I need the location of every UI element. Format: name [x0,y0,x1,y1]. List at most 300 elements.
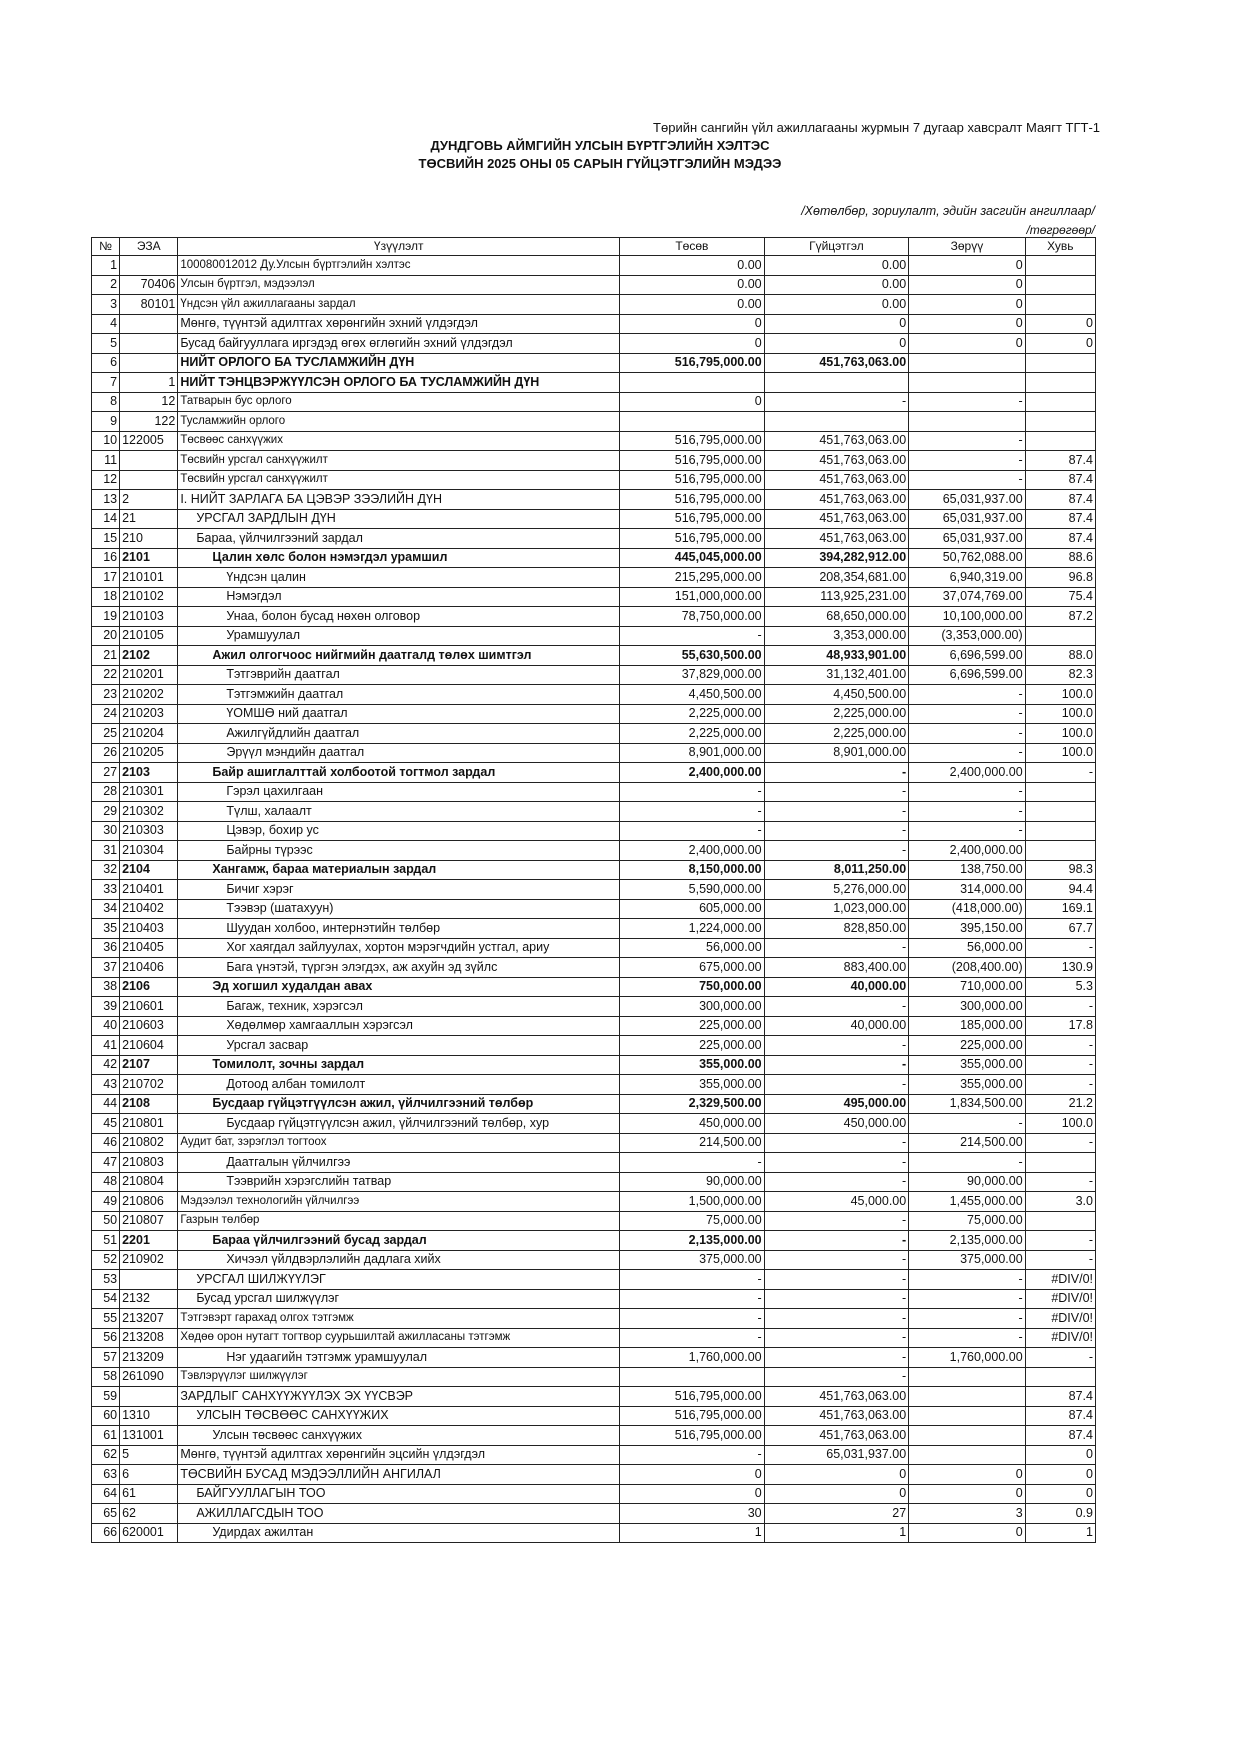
row-number-cell: 3 [92,295,120,315]
eza-code-cell [120,314,178,334]
performance-cell: 451,763,063.00 [764,529,909,549]
percent-cell: 88.6 [1025,548,1095,568]
table-row [92,1328,1096,1348]
percent-cell: 96.8 [1025,568,1095,588]
indicator-cell: Байрны түрээс [178,841,620,861]
row-number-cell: 57 [92,1348,120,1368]
table-row [92,802,1096,822]
eza-code-cell: 210 [120,529,178,549]
percent-cell: - [1025,1172,1095,1192]
performance-cell: 451,763,063.00 [764,509,909,529]
difference-cell: - [909,1270,1025,1290]
performance-cell: 828,850.00 [764,919,909,939]
row-number-cell: 63 [92,1465,120,1485]
percent-cell: - [1025,1075,1095,1095]
difference-cell: - [909,470,1025,490]
table-row [92,1172,1096,1192]
eza-code-cell: 620001 [120,1523,178,1543]
percent-cell: 67.7 [1025,919,1095,939]
difference-cell: 710,000.00 [909,977,1025,997]
table-row [92,821,1096,841]
report-title-period: ТӨСВИЙН 2025 ОНЫ 05 САРЫН ГҮЙЦЭТГЭЛИЙН МЭДЭЭ [418,156,782,171]
eza-code-cell: 210304 [120,841,178,861]
percent-cell: 0 [1025,334,1095,354]
performance-cell: 2,225,000.00 [764,724,909,744]
budget-cell: 516,795,000.00 [620,509,765,529]
column-header-eza: ЭЗА [120,238,178,256]
eza-code-cell: 6 [120,1465,178,1485]
indicator-cell: Багаж, техник, хэрэгсэл [178,997,620,1017]
percent-cell: 87.4 [1025,1426,1095,1446]
performance-cell: - [764,1328,909,1348]
table-row [92,548,1096,568]
performance-cell [764,412,909,432]
difference-cell: 0 [909,1484,1025,1504]
table-row [92,1192,1096,1212]
eza-code-cell: 1 [120,373,178,393]
row-number-cell: 4 [92,314,120,334]
table-row [92,256,1096,276]
indicator-cell: Мөнгө, түүнтэй адилтгах хөрөнгийн эхний үлдэгдэл [178,314,620,334]
percent-cell [1025,841,1095,861]
percent-cell: 88.0 [1025,646,1095,666]
row-number-cell: 27 [92,763,120,783]
percent-cell: - [1025,1133,1095,1153]
indicator-cell: НИЙТ ОРЛОГО БА ТУСЛАМЖИЙН ДҮН [178,353,620,373]
percent-cell: #DIV/0! [1025,1328,1095,1348]
performance-cell: 0 [764,334,909,354]
budget-cell: 90,000.00 [620,1172,765,1192]
indicator-cell: Цалин хөлс болон нэмэгдэл урамшил [178,548,620,568]
eza-code-cell: 210801 [120,1114,178,1134]
indicator-cell: Татварын бус орлого [178,392,620,412]
difference-cell: - [909,821,1025,841]
budget-cell: - [620,626,765,646]
indicator-cell: НИЙТ ТЭНЦВЭРЖҮҮЛСЭН ОРЛОГО БА ТУСЛАМЖИЙН ДҮН [178,373,620,393]
indicator-cell: УРСГАЛ ШИЛЖҮҮЛЭГ [178,1270,620,1290]
indicator-cell: Бусад урсгал шилжүүлэг [178,1289,620,1309]
table-row [92,275,1096,295]
budget-cell: 0 [620,334,765,354]
column-header-difference: Зөрүү [909,238,1025,256]
unit-note: /төгрөгөөр/ [1026,223,1095,237]
budget-cell: 8,901,000.00 [620,743,765,763]
percent-cell: 0 [1025,1445,1095,1465]
table-row [92,529,1096,549]
regulation-note: Төрийн сангийн үйл ажиллагааны журмын 7 дугаар хавсралт Маягт ТГТ-1 [653,120,1100,135]
budget-cell: 516,795,000.00 [620,1426,765,1446]
row-number-cell: 8 [92,392,120,412]
row-number-cell: 42 [92,1055,120,1075]
percent-cell: 87.4 [1025,509,1095,529]
performance-cell: 451,763,063.00 [764,470,909,490]
budget-cell [620,412,765,432]
table-row [92,1387,1096,1407]
row-number-cell: 29 [92,802,120,822]
budget-cell: 1 [620,1523,765,1543]
difference-cell: 0 [909,256,1025,276]
table-row [92,314,1096,334]
budget-cell: 516,795,000.00 [620,451,765,471]
indicator-cell: Тэтгэмжийн даатгал [178,685,620,705]
indicator-cell: Унаа, болон бусад нөхөн олговор [178,607,620,627]
performance-cell: 883,400.00 [764,958,909,978]
performance-cell [764,373,909,393]
table-row [92,1114,1096,1134]
row-number-cell: 23 [92,685,120,705]
budget-cell: 750,000.00 [620,977,765,997]
difference-cell: - [909,431,1025,451]
eza-code-cell: 210102 [120,587,178,607]
indicator-cell: Бараа үйлчилгээний бусад зардал [178,1231,620,1251]
table-row [92,373,1096,393]
difference-cell: 214,500.00 [909,1133,1025,1153]
indicator-cell: Хөдөлмөр хамгааллын хэрэгсэл [178,1016,620,1036]
eza-code-cell [120,353,178,373]
row-number-cell: 10 [92,431,120,451]
difference-cell [909,1387,1025,1407]
budget-cell: - [620,802,765,822]
performance-cell: - [764,1036,909,1056]
indicator-cell: Үндсэн үйл ажиллагааны зардал [178,295,620,315]
difference-cell: 185,000.00 [909,1016,1025,1036]
performance-cell: - [764,938,909,958]
difference-cell: 138,750.00 [909,860,1025,880]
performance-cell: 451,763,063.00 [764,1406,909,1426]
performance-cell: 3,353,000.00 [764,626,909,646]
indicator-cell: Үндсэн цалин [178,568,620,588]
indicator-cell: Төсвөөс санхүүжих [178,431,620,451]
indicator-cell: УЛСЫН ТӨСВӨӨС САНХҮҮЖИХ [178,1406,620,1426]
eza-code-cell: 210406 [120,958,178,978]
table-row [92,646,1096,666]
indicator-cell: Томилолт, зочны зардал [178,1055,620,1075]
indicator-cell: АЖИЛЛАГСДЫН ТОО [178,1504,620,1524]
indicator-cell: Тэтгэвэрт гарахад олгох тэтгэмж [178,1309,620,1329]
table-row [92,1016,1096,1036]
eza-code-cell [120,451,178,471]
row-number-cell: 31 [92,841,120,861]
performance-cell: 48,933,901.00 [764,646,909,666]
column-header-percent: Хувь [1025,238,1095,256]
row-number-cell: 43 [92,1075,120,1095]
indicator-cell: I. НИЙТ ЗАРЛАГА БА ЦЭВЭР ЗЭЭЛИЙН ДҮН [178,490,620,510]
table-row [92,919,1096,939]
row-number-cell: 38 [92,977,120,997]
eza-code-cell: 80101 [120,295,178,315]
performance-cell: 0.00 [764,256,909,276]
eza-code-cell: 213208 [120,1328,178,1348]
budget-cell: 0 [620,1465,765,1485]
row-number-cell: 26 [92,743,120,763]
budget-cell [620,1367,765,1387]
performance-cell: - [764,1231,909,1251]
percent-cell [1025,275,1095,295]
difference-cell: 50,762,088.00 [909,548,1025,568]
difference-cell [909,412,1025,432]
row-number-cell: 24 [92,704,120,724]
table-row [92,1445,1096,1465]
difference-cell: 90,000.00 [909,1172,1025,1192]
difference-cell: 0 [909,1523,1025,1543]
budget-cell: - [620,1289,765,1309]
row-number-cell: 13 [92,490,120,510]
eza-code-cell: 210204 [120,724,178,744]
percent-cell [1025,1367,1095,1387]
performance-cell: 40,000.00 [764,1016,909,1036]
indicator-cell: ҮОМШӨ ний даатгал [178,704,620,724]
performance-cell: 2,225,000.00 [764,704,909,724]
indicator-cell: Эрүүл мэндийн даатгал [178,743,620,763]
difference-cell: 10,100,000.00 [909,607,1025,627]
difference-cell: 6,696,599.00 [909,665,1025,685]
eza-code-cell: 210301 [120,782,178,802]
table-row [92,958,1096,978]
indicator-cell: Бичиг хэрэг [178,880,620,900]
difference-cell: 65,031,937.00 [909,529,1025,549]
budget-cell: - [620,1309,765,1329]
indicator-cell: Бага үнэтэй, түргэн элэгдэх, аж ахуйн эд зүйлс [178,958,620,978]
table-row [92,938,1096,958]
performance-cell: - [764,1172,909,1192]
eza-code-cell: 210405 [120,938,178,958]
budget-cell: 355,000.00 [620,1075,765,1095]
budget-cell: 0.00 [620,275,765,295]
budget-cell: 1,224,000.00 [620,919,765,939]
table-header-row [92,238,1096,256]
budget-cell: 75,000.00 [620,1211,765,1231]
table-row [92,509,1096,529]
budget-cell: 375,000.00 [620,1250,765,1270]
eza-code-cell: 210702 [120,1075,178,1095]
table-row [92,1250,1096,1270]
eza-code-cell: 210402 [120,899,178,919]
indicator-cell: Урсгал засвар [178,1036,620,1056]
eza-code-cell: 2 [120,490,178,510]
difference-cell: - [909,704,1025,724]
eza-code-cell: 70406 [120,275,178,295]
budget-cell: 605,000.00 [620,899,765,919]
row-number-cell: 33 [92,880,120,900]
percent-cell: #DIV/0! [1025,1289,1095,1309]
budget-cell: - [620,1328,765,1348]
difference-cell: - [909,1153,1025,1173]
row-number-cell: 20 [92,626,120,646]
performance-cell: 0.00 [764,275,909,295]
performance-cell: 31,132,401.00 [764,665,909,685]
percent-cell: 0.9 [1025,1504,1095,1524]
table-row [92,860,1096,880]
performance-cell: 0 [764,1465,909,1485]
eza-code-cell [120,256,178,276]
budget-cell: 450,000.00 [620,1114,765,1134]
row-number-cell: 14 [92,509,120,529]
indicator-cell: Хангамж, бараа материалын зардал [178,860,620,880]
eza-code-cell: 12 [120,392,178,412]
table-row [92,412,1096,432]
difference-cell: 65,031,937.00 [909,509,1025,529]
indicator-cell: Газрын төлбөр [178,1211,620,1231]
table-row [92,685,1096,705]
row-number-cell: 16 [92,548,120,568]
budget-cell: 0.00 [620,256,765,276]
performance-cell: 451,763,063.00 [764,1426,909,1446]
percent-cell: 87.4 [1025,470,1095,490]
percent-cell: 100.0 [1025,724,1095,744]
budget-cell: 225,000.00 [620,1016,765,1036]
table-row [92,1055,1096,1075]
eza-code-cell: 210807 [120,1211,178,1231]
table-row [92,997,1096,1017]
eza-code-cell: 213207 [120,1309,178,1329]
percent-cell [1025,373,1095,393]
percent-cell: - [1025,1231,1095,1251]
difference-cell: 355,000.00 [909,1075,1025,1095]
difference-cell: - [909,685,1025,705]
eza-code-cell: 2106 [120,977,178,997]
indicator-cell: Тэтгэврийн даатгал [178,665,620,685]
indicator-cell: Төсвийн урсгал санхүүжилт [178,451,620,471]
eza-code-cell: 210205 [120,743,178,763]
difference-cell [909,1426,1025,1446]
budget-cell: 215,295,000.00 [620,568,765,588]
difference-cell: - [909,1289,1025,1309]
indicator-cell: Тээврийн хэрэгслийн татвар [178,1172,620,1192]
budget-cell: 300,000.00 [620,997,765,1017]
eza-code-cell: 122005 [120,431,178,451]
budget-cell: 2,225,000.00 [620,704,765,724]
percent-cell: #DIV/0! [1025,1270,1095,1290]
eza-code-cell: 2201 [120,1231,178,1251]
percent-cell: 0 [1025,1465,1095,1485]
row-number-cell: 40 [92,1016,120,1036]
difference-cell [909,1367,1025,1387]
eza-code-cell: 210201 [120,665,178,685]
eza-code-cell: 210802 [120,1133,178,1153]
row-number-cell: 64 [92,1484,120,1504]
percent-cell: 100.0 [1025,1114,1095,1134]
eza-code-cell: 210101 [120,568,178,588]
performance-cell: - [764,1211,909,1231]
row-number-cell: 65 [92,1504,120,1524]
indicator-cell: Бусдаар гүйцэтгүүлсэн ажил, үйлчилгээний төлбөр, хур [178,1114,620,1134]
table-row [92,763,1096,783]
indicator-cell: Тэвлэрүүлэг шилжүүлэг [178,1367,620,1387]
difference-cell: 37,074,769.00 [909,587,1025,607]
difference-cell: 314,000.00 [909,880,1025,900]
budget-cell: 0.00 [620,295,765,315]
row-number-cell: 55 [92,1309,120,1329]
table-row [92,1211,1096,1231]
percent-cell: 98.3 [1025,860,1095,880]
percent-cell: - [1025,997,1095,1017]
budget-cell: 2,225,000.00 [620,724,765,744]
table-row [92,431,1096,451]
table-row [92,1465,1096,1485]
difference-cell: 225,000.00 [909,1036,1025,1056]
row-number-cell: 11 [92,451,120,471]
eza-code-cell: 210302 [120,802,178,822]
row-number-cell: 35 [92,919,120,939]
percent-cell: - [1025,938,1095,958]
percent-cell [1025,353,1095,373]
row-number-cell: 7 [92,373,120,393]
difference-cell: 3 [909,1504,1025,1524]
row-number-cell: 59 [92,1387,120,1407]
percent-cell [1025,626,1095,646]
indicator-cell: Аудит бат, зэрэглэл тогтоох [178,1133,620,1153]
table-row [92,1075,1096,1095]
table-row [92,568,1096,588]
row-number-cell: 45 [92,1114,120,1134]
indicator-cell: Түлш, халаалт [178,802,620,822]
indicator-cell: Урамшуулал [178,626,620,646]
difference-cell [909,373,1025,393]
budget-cell: 516,795,000.00 [620,490,765,510]
budget-cell: 56,000.00 [620,938,765,958]
row-number-cell: 21 [92,646,120,666]
table-row [92,1426,1096,1446]
table-row [92,392,1096,412]
row-number-cell: 28 [92,782,120,802]
performance-cell: 113,925,231.00 [764,587,909,607]
budget-cell: - [620,1270,765,1290]
eza-code-cell: 210401 [120,880,178,900]
table-row [92,1094,1096,1114]
row-number-cell: 9 [92,412,120,432]
eza-code-cell: 210604 [120,1036,178,1056]
percent-cell [1025,295,1095,315]
indicator-cell: Тусламжийн орлого [178,412,620,432]
row-number-cell: 54 [92,1289,120,1309]
performance-cell: 27 [764,1504,909,1524]
percent-cell: 1 [1025,1523,1095,1543]
percent-cell: 100.0 [1025,743,1095,763]
row-number-cell: 15 [92,529,120,549]
percent-cell: 130.9 [1025,958,1095,978]
table-row [92,1406,1096,1426]
eza-code-cell: 2107 [120,1055,178,1075]
percent-cell: 0 [1025,314,1095,334]
row-number-cell: 1 [92,256,120,276]
eza-code-cell: 2132 [120,1289,178,1309]
row-number-cell: 66 [92,1523,120,1543]
row-number-cell: 44 [92,1094,120,1114]
eza-code-cell: 213209 [120,1348,178,1368]
percent-cell: #DIV/0! [1025,1309,1095,1329]
percent-cell [1025,1153,1095,1173]
difference-cell: 65,031,937.00 [909,490,1025,510]
table-row [92,607,1096,627]
percent-cell: 100.0 [1025,704,1095,724]
eza-code-cell: 2102 [120,646,178,666]
indicator-cell: Нэмэгдэл [178,587,620,607]
eza-code-cell: 210303 [120,821,178,841]
eza-code-cell [120,1387,178,1407]
table-row [92,743,1096,763]
performance-cell: 45,000.00 [764,1192,909,1212]
row-number-cell: 2 [92,275,120,295]
indicator-cell: Мэдээлэл технологийн үйлчилгээ [178,1192,620,1212]
eza-code-cell: 210601 [120,997,178,1017]
difference-cell: 6,696,599.00 [909,646,1025,666]
table-row [92,1484,1096,1504]
percent-cell: 87.4 [1025,490,1095,510]
percent-cell: 87.4 [1025,529,1095,549]
table-row [92,1504,1096,1524]
percent-cell [1025,821,1095,841]
budget-cell [620,373,765,393]
